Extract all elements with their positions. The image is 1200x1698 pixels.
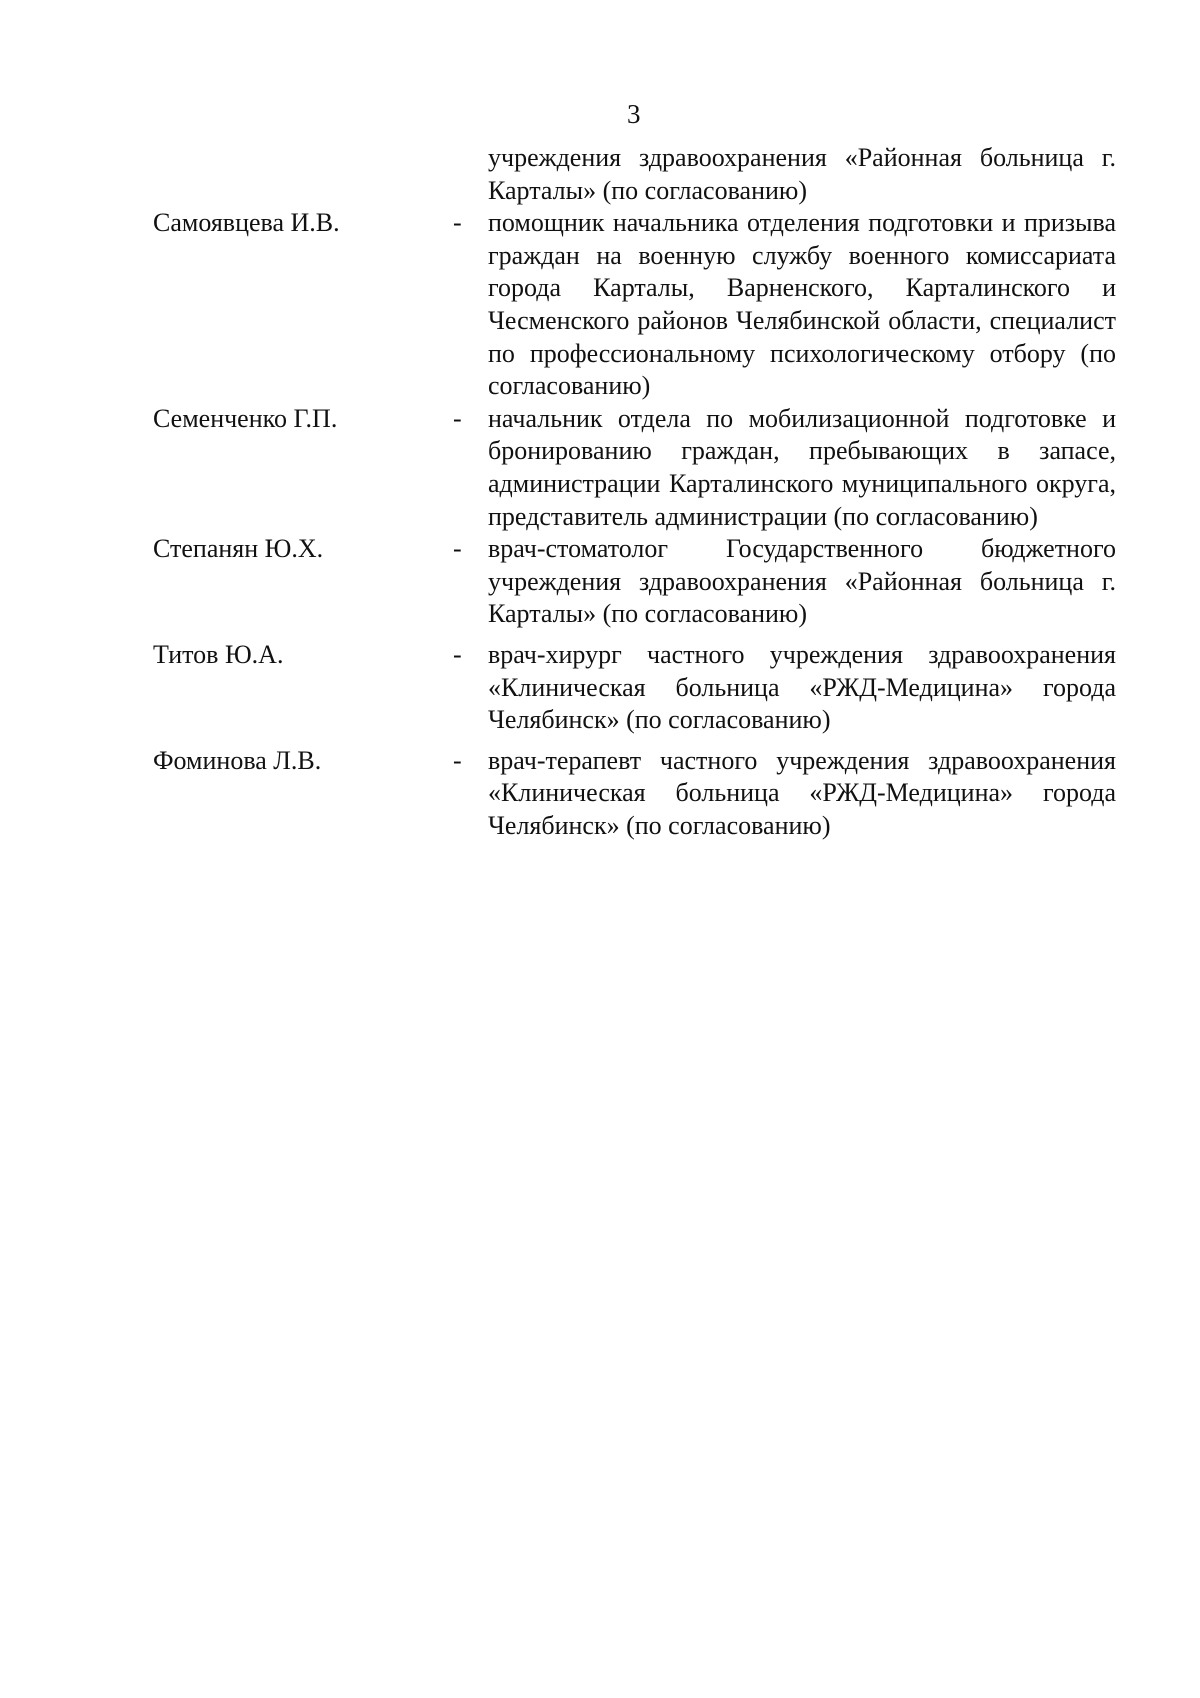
member-dash: - <box>453 208 462 238</box>
member-description: врач-хирург частного учреждения здравоохранения «Клиническая больница «РЖД-Медицина» города Челябинск» (по согласованию) <box>488 639 1116 735</box>
member-name: Фоминова Л.В. <box>153 745 322 775</box>
member-description: врач-терапевт частного учреждения здравоохранения «Клиническая больница «РЖД-Медицина» города Челябинск» (по согласованию) <box>488 745 1116 840</box>
member-dash: - <box>453 403 462 433</box>
member-description: врач-стоматолог Государственного бюджетного учреждения здравоохранения «Районная больница г. Карталы» (по согласованию) <box>488 534 1116 629</box>
member-list <box>0 142 1200 842</box>
member-name: Титов Ю.А. <box>153 639 284 669</box>
member-dash: - <box>453 745 462 775</box>
member-name: Степанян Ю.Х. <box>153 534 324 564</box>
member-name: Самоявцева И.В. <box>153 208 340 238</box>
member-entry <box>0 639 1200 737</box>
member-entry <box>0 745 1200 843</box>
member-description: начальник отдела по мобилизационной подготовке и бронированию граждан, пребывающих в запасе, администрации Карталинского муниципального округа, представитель администрации (по согласованию) <box>488 403 1116 531</box>
member-name: Семенченко Г.П. <box>153 403 338 433</box>
member-dash: - <box>453 534 462 564</box>
member-entry <box>0 533 1200 631</box>
member-description: помощник начальника отделения подготовки и призыва граждан на военную службу военного комиссариата города Карталы, Варненского, Карталинского и Чесменского районов Челябинской области, специалист по профессиональному психологическому отбору (по согласованию) <box>488 208 1116 401</box>
page-number: 3 <box>627 99 641 129</box>
continuation-entry <box>0 142 1200 207</box>
member-entry <box>0 207 1200 403</box>
continuation-text: учреждения здравоохранения «Районная больница г. Карталы» (по согласованию) <box>488 143 1116 205</box>
member-dash: - <box>453 639 462 669</box>
member-entry <box>0 403 1200 533</box>
